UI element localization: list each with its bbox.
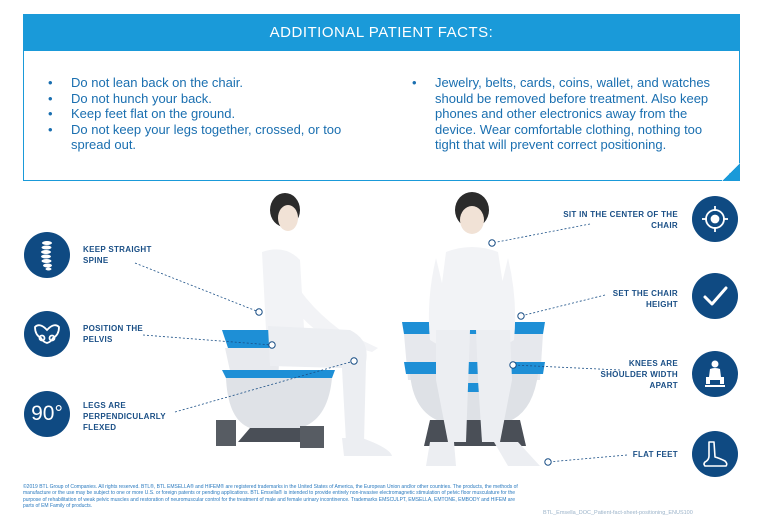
fact-item: • Do not keep your legs together, crossed, or too spread out. <box>48 122 348 153</box>
callout-set-chair-height: SET THE CHAIR HEIGHT <box>612 289 678 309</box>
fact-item: • Jewelry, belts, cards, coins, wallet, and watches should be removed before treatment. Also keep phones and other electronics away from the device. Wear comfortable clothing, nothing too tight that will prevent correct positioning. <box>412 75 727 153</box>
fact-item: • Do not lean back on the chair. <box>48 75 348 91</box>
callout-position-pelvis: POSITION THE PELVIS <box>83 324 144 344</box>
patient-facts-box <box>23 14 740 181</box>
callout-flat-feet: FLAT FEET <box>632 450 678 459</box>
callout-legs-flexed: LEGS ARE PERPENDICULARLY FLEXED <box>83 401 166 432</box>
fact-item: • Keep feet flat on the ground. <box>48 106 348 122</box>
front-view-figure <box>402 192 545 466</box>
fact-item: • Do not hunch your back. <box>48 91 348 107</box>
patient-positioning-illustration <box>0 180 768 480</box>
facts-list-right <box>412 75 727 153</box>
callout-sit-in-center: SIT IN THE CENTER OF THE CHAIR <box>563 210 678 230</box>
callout-keep-straight-spine: KEEP STRAIGHT SPINE <box>83 245 152 265</box>
side-view-figure <box>216 193 392 456</box>
facts-list-left <box>48 75 348 153</box>
document-id: BTL_Emsella_DOC_Patient-fact-sheet-positioning_ENUS100 <box>543 510 693 516</box>
page-fold-corner <box>722 163 740 181</box>
callout-knees-shoulder-width: KNEES ARE SHOULDER WIDTH APART <box>600 359 678 390</box>
ninety-degree-label: 90° <box>31 402 63 425</box>
legal-footer: ©2019 BTL Group of Companies. All rights reserved. BTL®, BTL EMSELLA® and HIFEM® are registered trademarks in the United States of America, the European Union and/or other countries. The products, the methods of manufacture or the use may be subject to one or more U.S. or foreign patents or pending applications. BTL Emsella® is intended to provide entirely non-invasive electromagnetic stimulation of pelvic floor musculature for the purpose of rehabilitation of weak pelvic muscles and restoration of neuromuscular control for the treatment of male and female urinary incontinence. Trademarks EMSCULPT, EMSELLA, EMTONE, EMBODY and HIFEM are parts of EM Family of products. <box>23 484 518 510</box>
facts-title: ADDITIONAL PATIENT FACTS: <box>24 15 739 51</box>
